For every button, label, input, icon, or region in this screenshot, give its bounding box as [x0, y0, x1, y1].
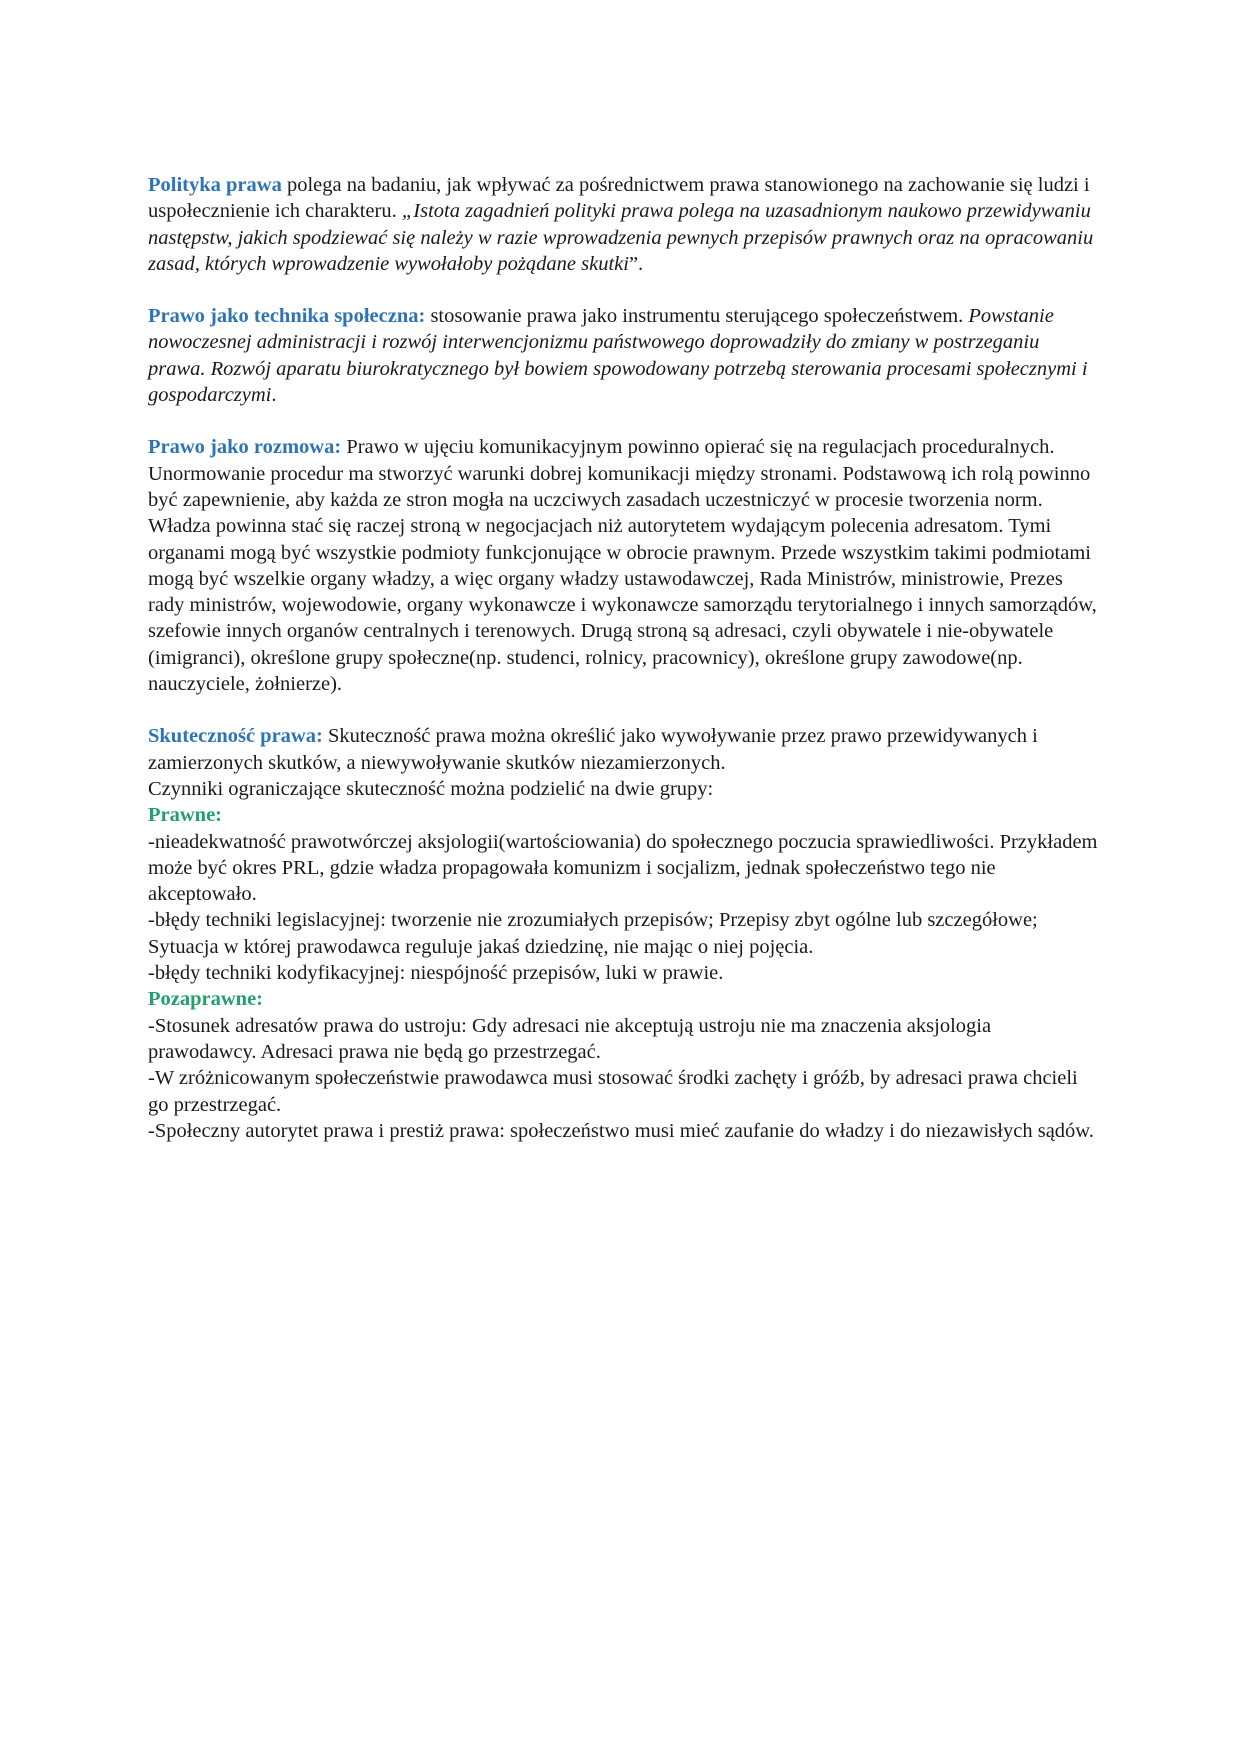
subheading-pozaprawne: Pozaprawne: [148, 988, 264, 1011]
section-skutecznosc-prawa [148, 723, 1098, 1144]
paragraph-text: Skuteczność prawa można określić jako wywoływanie przez prawo przewidywanych i zamierzonych skutków, a niewywoływanie skutków niezamierzonych. [148, 725, 1038, 774]
list-item: -błędy techniki kodyfikacyjnej: niespójność przepisów, luki w prawie. [148, 962, 724, 985]
paragraph [148, 303, 1098, 408]
paragraph [148, 172, 1098, 277]
paragraph-line: Czynniki ograniczające skuteczność można podzielić na dwie grupy: [148, 777, 714, 800]
list-item: -błędy techniki legislacyjnej: tworzenie nie zrozumiałych przepisów; Przepisy zbyt ogólne lub szczegółowe; Sytuacja w której prawodawca reguluje jakaś dziedzinę, nie mając o niej pojęcia. [148, 909, 1038, 958]
paragraph [148, 434, 1098, 697]
section-technika-spoleczna [148, 303, 1098, 408]
paragraph [148, 723, 1098, 776]
paragraph-text: Prawo w ujęciu komunikacyjnym powinno opierać się na regulacjach proceduralnych. Unormowanie procedur ma stworzyć warunki dobrej komunikacji między stronami. Podstawową ich rolą powinno być zapewnienie, aby każda ze stron mogła na uczciwych zasadach uczestniczyć w procesie tworzenia norm. Władza powinna stać się raczej stroną w negocjacjach niż autorytetem wydającym polecenia adresatom. Tymi organami mogą być wszystkie podmioty funkcjonujące w obrocie prawnym. Przede wszystkim takimi podmiotami mogą być wszelkie organy władzy, a więc organy władzy ustawodawczej, Rada Ministrów, ministrowie, Prezes rady ministrów, wojewodowie, organy wykonawcze i wykonawcze samorządu terytorialnego i innych samorządów, szefowie innych organów centralnych i terenowych. Drugą stroną są adresaci, czyli obywatele i nie-obywatele (imigranci), określone grupy społeczne(np. studenci, rolnicy, pracownicy), określone grupy zawodowe(np. nauczyciele, żołnierze). [148, 436, 1097, 696]
paragraph-tail: ”. [628, 252, 644, 275]
section-heading: Polityka prawa [148, 174, 282, 196]
list-item: -W zróżnicowanym społeczeństwie prawodawca musi stosować środki zachęty i gróźb, by adresaci prawa chcieli go przestrzegać. [148, 1067, 1078, 1116]
section-prawo-jako-rozmowa [148, 434, 1098, 697]
section-polityka-prawa [148, 172, 1098, 277]
section-heading: Prawo jako technika społeczna: [148, 305, 426, 328]
paragraph-quote: „Istota zagadnień polityki prawa polega na uzasadnionym naukowo przewidywaniu następstw, jakich spodziewać się należy w razie wprowadzenia pewnych przepisów prawnych oraz na opracowaniu zasad, których wprowadzenie wywołałoby pożądane skutki [148, 200, 1094, 275]
paragraph-text: stosowanie prawa jako instrumentu sterującego społeczeństwem. [425, 305, 969, 328]
subheading-prawne: Prawne: [148, 804, 223, 827]
section-heading: Prawo jako rozmowa: [148, 436, 342, 459]
paragraph-italic: Powstanie nowoczesnej administracji i rozwój interwencjonizmu państwowego doprowadziły do zmiany w postrzeganiu prawa. Rozwój aparatu biurokratycznego był bowiem spowodowany potrzebą sterowania procesami społecznymi i gospodarczymi [148, 305, 1088, 407]
list-item: -Społeczny autorytet prawa i prestiż prawa: społeczeństwo musi mieć zaufanie do władzy i do niezawisłych sądów. [148, 1119, 1094, 1142]
paragraph-tail: . [271, 384, 277, 407]
document-page [148, 172, 1098, 1170]
list-item: -nieadekwatność prawotwórczej aksjologii(wartościowania) do społecznego poczucia sprawiedliwości. Przykładem może być okres PRL, gdzie władza propagowała komunizm i socjalizm, jednak społeczeństwo tego nie akceptowało. [148, 830, 1098, 906]
paragraph-text: polega na badaniu, jak wpływać za pośrednictwem prawa stanowionego na zachowanie się ludzi i uspołecznienie ich charakteru. [148, 174, 1090, 223]
list-item: -Stosunek adresatów prawa do ustroju: Gdy adresaci nie akceptują ustroju nie ma znaczenia aksjologia prawodawcy. Adresaci prawa nie będą go przestrzegać. [148, 1014, 992, 1063]
section-heading: Skuteczność prawa: [148, 725, 323, 748]
